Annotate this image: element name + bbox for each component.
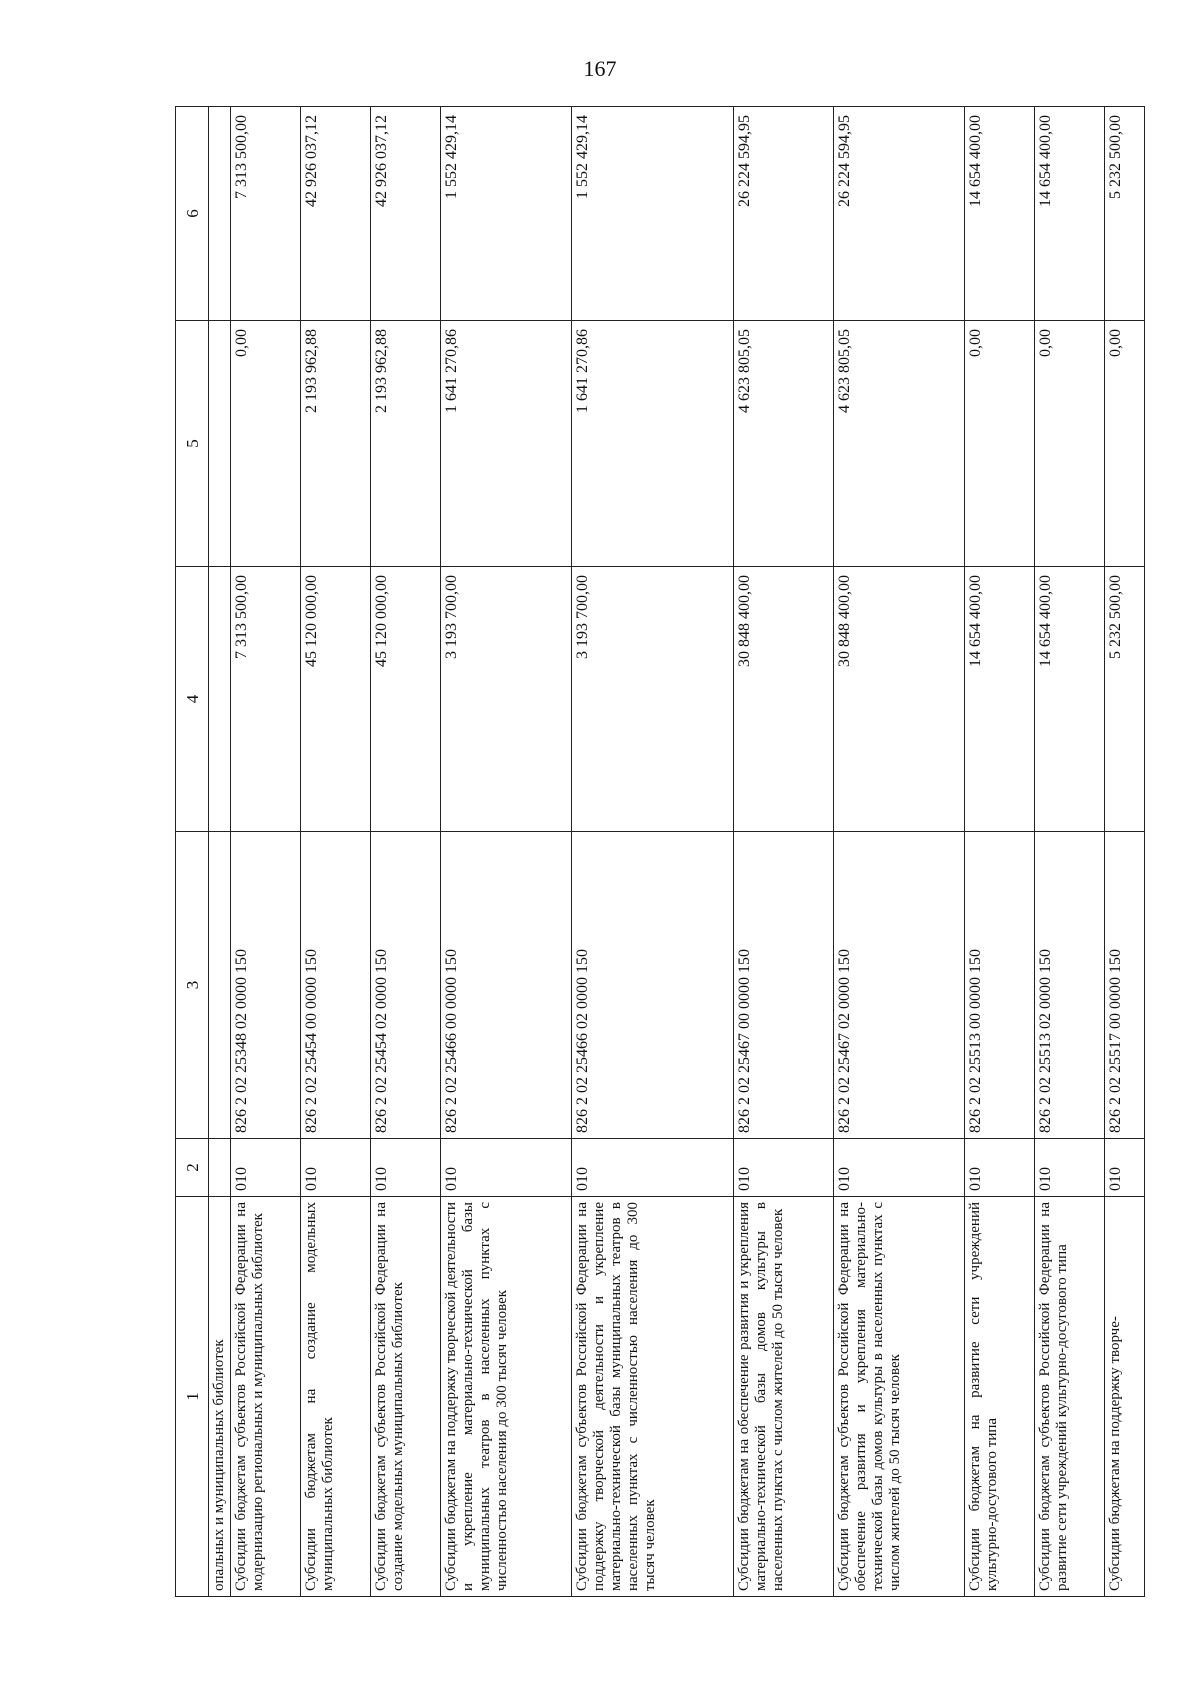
row-col2: 010 [1035, 1139, 1105, 1197]
row-col6: 26 224 594,95 [834, 107, 965, 321]
row-col6: 14 654 400,00 [1035, 107, 1105, 321]
table-row [572, 107, 734, 1597]
row-name: Субсидии бюджетам субъектов Российской Федерации на обеспечение развития и укрепления материально-технической базы домов культуры в населенных пунктах с числом жителей до 50 тысяч человек [834, 1197, 965, 1597]
row-col6: 1 552 429,14 [572, 107, 734, 321]
row-code: 826 2 02 25467 00 0000 150 [733, 832, 834, 1139]
row-col4: 30 848 400,00 [834, 567, 965, 832]
row-code: 826 2 02 25513 02 0000 150 [1035, 832, 1105, 1139]
row-col6: 1 552 429,14 [441, 107, 572, 321]
row-col4: 45 120 000,00 [371, 567, 441, 832]
row-col5: 2 193 962,88 [301, 321, 371, 567]
row-code: 826 2 02 25348 02 0000 150 [231, 832, 301, 1139]
row-name: Субсидии бюджетам на обеспечение развития и укрепления материально-технической базы домов культуры в населенных пунктах с числом жителей до 50 тысяч человек [733, 1197, 834, 1597]
row-code: 826 2 02 25466 00 0000 150 [441, 832, 572, 1139]
row-code: 826 2 02 25467 02 0000 150 [834, 832, 965, 1139]
table-row [441, 107, 572, 1597]
header-row [176, 107, 209, 1597]
row-col6: 14 654 400,00 [965, 107, 1035, 321]
row-name: Субсидии бюджетам на развитие сети учреждений культурно-досугового типа [965, 1197, 1035, 1597]
row-code: 826 2 02 25466 02 0000 150 [572, 832, 734, 1139]
page-number: 167 [583, 56, 617, 81]
column-header-5: 5 [176, 321, 209, 567]
row-col2: 010 [572, 1139, 734, 1197]
row-col5: 0,00 [965, 321, 1035, 567]
row-col6: 42 926 037,12 [301, 107, 371, 321]
row-col5: 0,00 [1035, 321, 1105, 567]
row-col2: 010 [441, 1139, 572, 1197]
row-col2: 010 [834, 1139, 965, 1197]
table-row [1035, 107, 1105, 1597]
row-col2: 010 [965, 1139, 1035, 1197]
row-col6: 5 232 500,00 [1105, 107, 1145, 321]
row-name: Субсидии бюджетам на поддержку творче- [1105, 1197, 1145, 1597]
continuation-text: опальных и муниципальных библиотек [209, 1197, 231, 1597]
row-col4: 14 654 400,00 [1035, 567, 1105, 832]
row-code: 826 2 02 25454 00 0000 150 [301, 832, 371, 1139]
row-col5: 1 641 270,86 [441, 321, 572, 567]
row-name: Субсидии бюджетам субъектов Российской Федерации на поддержку творческой деятельности и укрепление материально-технической базы муниципальных театров в населенных пунктах с численностью населения до 300 тысяч человек [572, 1197, 734, 1597]
row-name: Субсидии бюджетам субъектов Российской Федерации на развитие сети учреждений культурно-досугового типа [1035, 1197, 1105, 1597]
row-col4: 3 193 700,00 [572, 567, 734, 832]
continuation-row [209, 107, 231, 1597]
row-code: 826 2 02 25517 00 0000 150 [1105, 832, 1145, 1139]
table-row [371, 107, 441, 1597]
column-header-1: 1 [176, 1197, 209, 1597]
row-col2: 010 [301, 1139, 371, 1197]
row-col4: 45 120 000,00 [301, 567, 371, 832]
table-row [1105, 107, 1145, 1597]
row-col6: 42 926 037,12 [371, 107, 441, 321]
row-col5: 1 641 270,86 [572, 321, 734, 567]
row-col5: 4 623 805,05 [834, 321, 965, 567]
row-name: Субсидии бюджетам субъектов Российской Федерации на создание модельных муниципальных библиотек [371, 1197, 441, 1597]
column-header-3: 3 [176, 832, 209, 1139]
row-col2: 010 [371, 1139, 441, 1197]
row-col4: 5 232 500,00 [1105, 567, 1145, 832]
row-name: Субсидии бюджетам на создание модельных муниципальных библиотек [301, 1197, 371, 1597]
row-col6: 26 224 594,95 [733, 107, 834, 321]
table-row [301, 107, 371, 1597]
row-col4: 30 848 400,00 [733, 567, 834, 832]
row-name: Субсидии бюджетам субъектов Российской Федерации на модернизацию региональных и муниципальных библиотек [231, 1197, 301, 1597]
rotated-table-wrapper [175, 107, 1145, 1597]
table-row [834, 107, 965, 1597]
row-col4: 3 193 700,00 [441, 567, 572, 832]
row-col2: 010 [231, 1139, 301, 1197]
row-col5: 4 623 805,05 [733, 321, 834, 567]
table-row [965, 107, 1035, 1597]
row-col6: 7 313 500,00 [231, 107, 301, 321]
row-col2: 010 [733, 1139, 834, 1197]
row-col2: 010 [1105, 1139, 1145, 1197]
table-row [231, 107, 301, 1597]
column-header-4: 4 [176, 567, 209, 832]
budget-table [175, 106, 1145, 1597]
row-col4: 14 654 400,00 [965, 567, 1035, 832]
table-row [733, 107, 834, 1597]
row-code: 826 2 02 25513 00 0000 150 [965, 832, 1035, 1139]
row-col5: 0,00 [231, 321, 301, 567]
row-code: 826 2 02 25454 02 0000 150 [371, 832, 441, 1139]
column-header-2: 2 [176, 1139, 209, 1197]
column-header-6: 6 [176, 107, 209, 321]
row-col5: 0,00 [1105, 321, 1145, 567]
row-name: Субсидии бюджетам на поддержку творческой деятельности и укрепление материально-технической базы муниципальных театров в населенных пунктах с численностью населения до 300 тысяч человек [441, 1197, 572, 1597]
row-col4: 7 313 500,00 [231, 567, 301, 832]
row-col5: 2 193 962,88 [371, 321, 441, 567]
